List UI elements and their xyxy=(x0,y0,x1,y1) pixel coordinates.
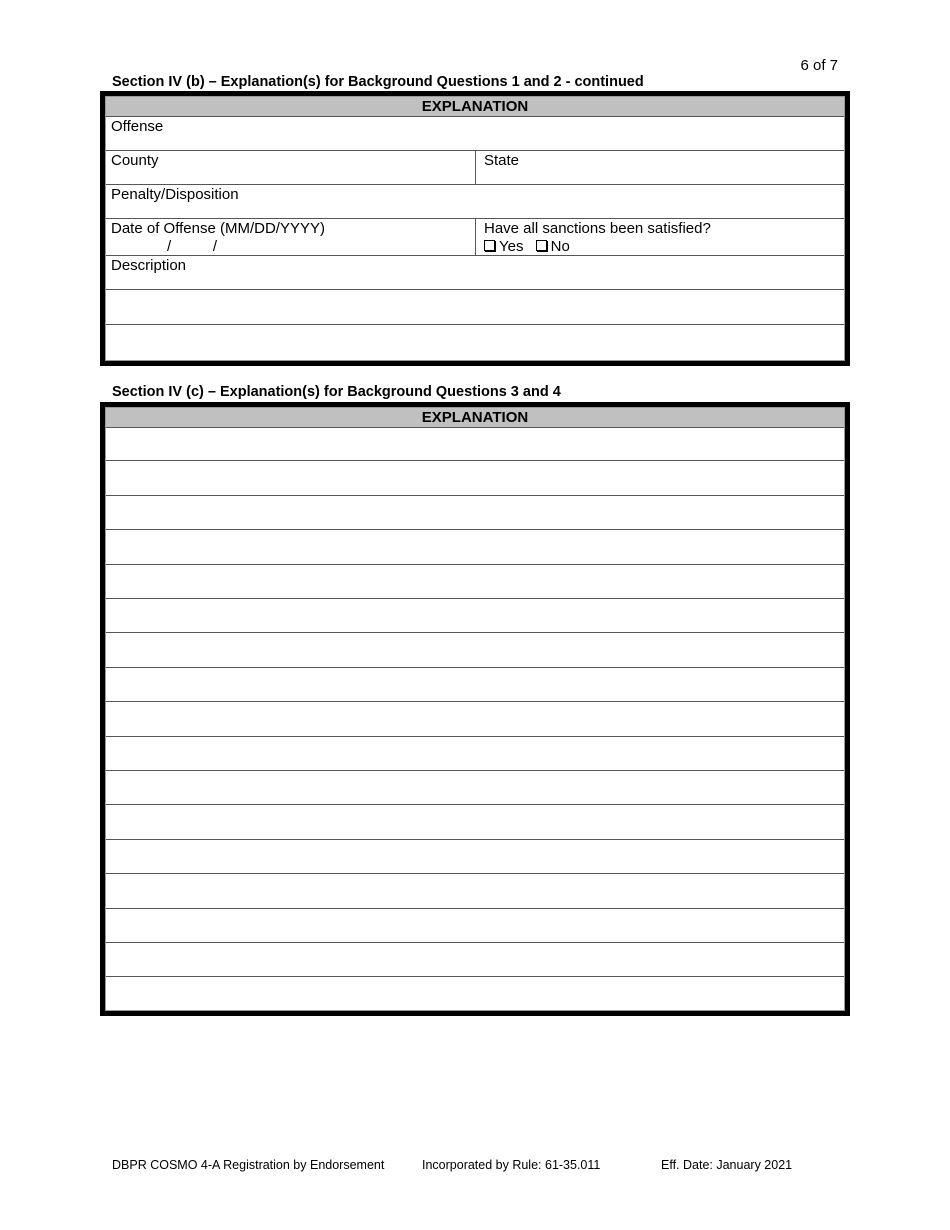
date-sanctions-row xyxy=(106,219,844,256)
county-label: County xyxy=(111,152,159,169)
date-of-offense-field[interactable] xyxy=(106,219,476,255)
offense-field[interactable] xyxy=(106,117,844,151)
footer-eff-date: Eff. Date: January 2021 xyxy=(661,1158,793,1172)
explanation-line[interactable] xyxy=(106,805,844,839)
yes-label: Yes xyxy=(499,238,524,255)
explanation-line[interactable] xyxy=(106,565,844,599)
explanation-line[interactable] xyxy=(106,461,844,495)
explanation-line[interactable] xyxy=(106,427,844,461)
explanation-header: EXPLANATION xyxy=(106,408,844,428)
section-c-title: Section IV (c) – Explanation(s) for Background Questions 3 and 4 xyxy=(112,384,561,400)
county-field[interactable] xyxy=(106,151,476,184)
explanation-line[interactable] xyxy=(106,737,844,771)
sanctions-field xyxy=(476,219,844,255)
explanation-line[interactable] xyxy=(106,702,844,736)
checkbox-icon xyxy=(484,240,495,251)
yes-checkbox[interactable] xyxy=(484,238,523,255)
explanation-header: EXPLANATION xyxy=(106,97,844,117)
state-label: State xyxy=(484,152,520,169)
explanation-line[interactable] xyxy=(106,668,844,702)
penalty-label: Penalty/Disposition xyxy=(111,186,239,203)
page-number: 6 of 7 xyxy=(800,57,838,74)
section-b-title: Section IV (b) – Explanation(s) for Background Questions 1 and 2 - continued xyxy=(112,74,644,90)
checkbox-icon xyxy=(536,240,547,251)
explanation-line[interactable] xyxy=(106,943,844,977)
explanation-line[interactable] xyxy=(106,977,844,1011)
section-c-table xyxy=(100,402,850,1016)
date-label: Date of Offense (MM/DD/YYYY) xyxy=(111,220,325,237)
description-line[interactable] xyxy=(106,290,844,325)
date-slashes: / / xyxy=(167,238,218,255)
sanctions-label: Have all sanctions been satisfied? xyxy=(484,220,711,237)
offense-label: Offense xyxy=(111,118,164,135)
footer-rule: Incorporated by Rule: 61-35.011 xyxy=(422,1158,601,1172)
explanation-line[interactable] xyxy=(106,633,844,667)
explanation-line[interactable] xyxy=(106,840,844,874)
explanation-line[interactable] xyxy=(106,771,844,805)
state-field[interactable] xyxy=(476,151,844,184)
explanation-line[interactable] xyxy=(106,530,844,564)
description-line[interactable] xyxy=(106,325,844,359)
explanation-line[interactable] xyxy=(106,599,844,633)
footer-form-name: DBPR COSMO 4-A Registration by Endorsement xyxy=(112,1158,385,1172)
no-checkbox[interactable] xyxy=(536,238,570,255)
county-state-row xyxy=(106,151,844,185)
penalty-field[interactable] xyxy=(106,185,844,219)
no-label: No xyxy=(550,238,570,255)
explanation-line[interactable] xyxy=(106,909,844,943)
explanation-line[interactable] xyxy=(106,496,844,530)
description-field[interactable] xyxy=(106,256,844,290)
section-b-table xyxy=(100,91,850,366)
description-label: Description xyxy=(111,257,187,274)
explanation-line[interactable] xyxy=(106,874,844,908)
